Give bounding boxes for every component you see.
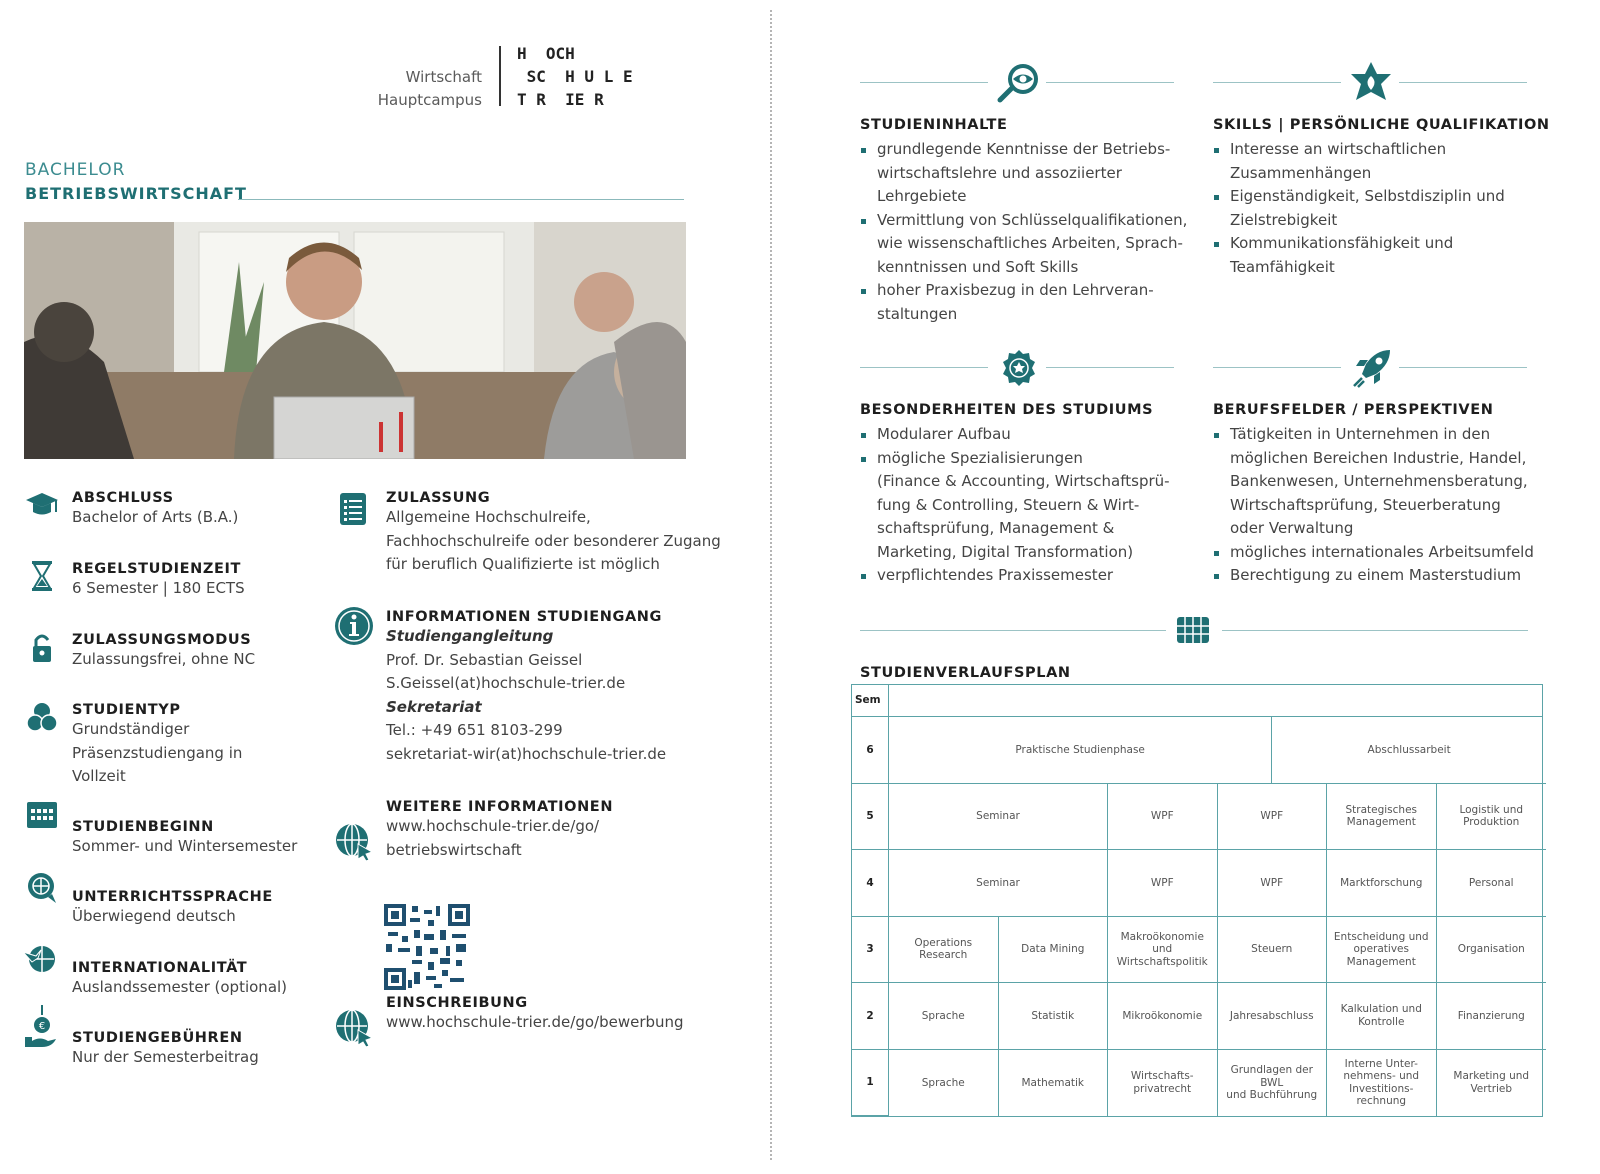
module-cell: Entscheidung und operatives Management — [1327, 917, 1437, 984]
globe-cursor-icon — [334, 822, 374, 862]
faculty-label — [340, 66, 482, 112]
degree-level: BACHELOR — [25, 160, 126, 180]
fact-text: Grundständiger — [72, 720, 190, 738]
module-cell: Praktische Studienphase — [889, 717, 1272, 784]
module-cell: Steuern — [1218, 917, 1328, 984]
qr-code[interactable] — [384, 904, 470, 990]
award-badge-icon — [999, 348, 1039, 392]
section-rule — [1222, 630, 1528, 631]
skills-title: SKILLS | PERSÖNLICHE QUALIFIKATION — [1213, 117, 1550, 133]
module-cell: Kalkulation und Kontrolle — [1327, 983, 1437, 1050]
list-item: Tätigkeiten in Unternehmen in den möglichen Bereichen Industrie, Handel, Bankenwesen, Unternehmensberatung, Wirtschaftsprüfung, Steuerberatung oder Verwaltung — [1213, 423, 1558, 541]
lead-name: Prof. Dr. Sebastian Geissel — [386, 650, 583, 669]
fact-title: REGELSTUDIENZEIT — [72, 561, 242, 577]
logo-separator — [499, 46, 501, 106]
padlock-icon — [24, 630, 60, 666]
fact-text: 6 Semester | 180 ECTS — [72, 579, 245, 597]
semester-cell: 5 — [852, 784, 889, 851]
module-cell: Sprache — [889, 1050, 999, 1117]
fact-text: Vollzeit — [72, 767, 126, 785]
info-icon — [334, 606, 374, 646]
besonderheiten-list — [860, 423, 1200, 588]
einschreibung-title: EINSCHREIBUNG — [386, 995, 528, 1011]
weitere-title: WEITERE INFORMATIONEN — [386, 799, 614, 815]
module-cell: Wirtschafts- privatrecht — [1108, 1050, 1218, 1117]
studieninhalte-title: STUDIENINHALTE — [860, 117, 1008, 133]
list-item: Interesse an wirtschaftlichen Zusammenhängen — [1213, 138, 1553, 185]
rocket-icon — [1350, 346, 1394, 394]
fact-title: STUDIENTYP — [72, 702, 181, 718]
fact-text: Nur der Semesterbeitrag — [72, 1048, 259, 1066]
fact-title: STUDIENBEGINN — [72, 819, 214, 835]
module-cell: WPF — [1108, 850, 1218, 917]
list-item: Modularer Aufbau — [860, 423, 1200, 447]
graduation-cap-icon — [24, 488, 60, 524]
berufsfelder-list — [1213, 423, 1558, 588]
fact-text: Präsenzstudiengang in — [72, 743, 243, 762]
table-header-blank — [889, 685, 1542, 717]
section-rule — [860, 82, 988, 83]
semester-cell: 1 — [852, 1050, 889, 1117]
besonderheiten-title: BESONDERHEITEN DES STUDIUMS — [860, 402, 1154, 418]
magnifier-eye-icon — [996, 60, 1042, 110]
berufsfelder-title: BERUFSFELDER / PERSPEKTIVEN — [1213, 402, 1494, 418]
module-cell: Marketing und Vertrieb — [1453, 1070, 1530, 1095]
fact-text: Auslandssemester (optional) — [72, 978, 288, 996]
study-plan-table — [851, 684, 1543, 1117]
fact-text: Sommer- und Wintersemester — [72, 837, 298, 855]
star-shield-icon — [1348, 60, 1394, 110]
list-item: mögliches internationales Arbeitsumfeld — [1213, 541, 1558, 565]
campus-name: Hauptcampus — [377, 91, 482, 109]
hourglass-icon — [24, 558, 60, 594]
section-rule — [860, 367, 988, 368]
module-cell: WPF — [1108, 784, 1218, 851]
module-cell: Mikroökonomie — [1108, 983, 1218, 1050]
list-item: grundlegende Kenntnisse der Betriebs- wirtschaftslehre und assoziierter Lehrgebiete — [860, 138, 1200, 209]
globe-cursor-icon — [334, 1008, 374, 1048]
semester-cell: 6 — [852, 717, 889, 784]
list-item: Kommunikationsfähigkeit und Teamfähigkeit — [1213, 232, 1553, 279]
title-rule — [238, 199, 684, 200]
section-rule — [1213, 82, 1341, 83]
module-cell: Operations Research — [889, 917, 999, 984]
einschreibung-link[interactable]: www.hochschule-trier.de/go/bewerbung — [386, 1013, 684, 1031]
lead-email[interactable]: S.Geissel(at)hochschule-trier.de — [386, 674, 626, 692]
module-cell: Seminar — [889, 784, 1108, 851]
list-item: mögliche Spezialisierungen (Finance & Accounting, Wirtschaftsprü- fung & Controlling, Steuern & Wirt- schaftsprüfung, Management & Marketing, Digital Transformation) — [860, 447, 1200, 565]
plan-title: STUDIENVERLAUFSPLAN — [860, 665, 1071, 681]
list-item: hoher Praxisbezug in den Lehrveran- staltungen — [860, 279, 1200, 326]
info-title: INFORMATIONEN STUDIENGANG — [386, 609, 663, 625]
section-rule — [860, 630, 1166, 631]
fold-divider — [770, 10, 772, 1160]
coin-hand-icon — [22, 1003, 58, 1051]
module-cell: Sprache — [889, 983, 999, 1050]
office-email[interactable]: sekretariat-wir(at)hochschule-trier.de — [386, 744, 667, 763]
logo-line-2: SC H U L E — [517, 67, 633, 86]
section-rule — [1046, 82, 1174, 83]
section-rule — [1046, 367, 1174, 368]
fact-title: INTERNATIONALITÄT — [72, 960, 248, 976]
logo-line-3: T R IE R — [517, 90, 604, 109]
office-phone[interactable]: Tel.: +49 651 8103-299 — [386, 721, 563, 739]
zulassung-title: ZULASSUNG — [386, 490, 491, 506]
program-title: BETRIEBSWIRTSCHAFT — [25, 184, 247, 203]
module-cell: Strategisches Management — [1327, 784, 1437, 851]
module-cell: Jahresabschluss — [1218, 983, 1328, 1050]
fact-text: für beruflich Qualifizierte ist möglich — [386, 555, 660, 573]
module-cell: WPF — [1218, 850, 1328, 917]
section-rule — [1399, 82, 1527, 83]
fact-text: Bachelor of Arts (B.A.) — [72, 508, 239, 526]
module-cell: Interne Unter- nehmens- und Investitions- rechnung — [1327, 1050, 1437, 1117]
semester-cell: 4 — [852, 850, 889, 917]
globe-speech-icon — [24, 870, 60, 906]
module-cell: Makroökonomie und Wirtschaftspolitik — [1108, 917, 1218, 984]
section-rule — [1213, 367, 1341, 368]
module-cell: Seminar — [889, 850, 1108, 917]
logo-line-1: H OCH — [517, 44, 575, 63]
list-item: verpflichtendes Praxissemester — [860, 564, 1200, 588]
skills-list — [1213, 138, 1553, 279]
fact-text: Zulassungsfrei, ohne NC — [72, 650, 256, 668]
section-rule — [1399, 367, 1527, 368]
module-cell: WPF — [1218, 784, 1328, 851]
checklist-icon — [336, 491, 372, 527]
globe-plane-icon — [22, 940, 58, 976]
svg-text:€: € — [38, 1021, 46, 1032]
module-cell: Mathematik — [999, 1050, 1109, 1117]
module-cell: Grundlagen der BWL und Buchführung — [1218, 1050, 1328, 1117]
fact-text: Überwiegend deutsch — [72, 907, 236, 925]
module-cell: Personal — [1437, 850, 1547, 917]
list-item: Eigenständigkeit, Selbstdisziplin und Zielstrebigkeit — [1213, 185, 1553, 232]
semester-cell: 3 — [852, 917, 889, 984]
fact-title: ABSCHLUSS — [72, 490, 174, 506]
list-item: Vermittlung von Schlüsselqualifikationen, wie wissenschaftliches Arbeiten, Sprach- kenntnissen und Soft Skills — [860, 209, 1200, 280]
office-label: Sekretariat — [386, 697, 482, 716]
module-cell: Statistik — [999, 983, 1109, 1050]
fact-title: UNTERRICHTSSPRACHE — [72, 889, 273, 905]
table-grid-icon — [1176, 616, 1210, 648]
module-cell: Organisation — [1437, 917, 1547, 984]
module-cell: Finanzierung — [1437, 983, 1547, 1050]
lead-label: Studiengangleitung — [386, 627, 554, 645]
module-cell: Logistik und Produktion — [1437, 784, 1547, 851]
students-photo — [24, 222, 686, 459]
fact-title: ZULASSUNGSMODUS — [72, 632, 252, 648]
calendar-icon — [24, 796, 60, 832]
faculty-name: Wirtschaft — [405, 68, 482, 86]
weitere-link[interactable]: www.hochschule-trier.de/go/ — [386, 817, 600, 835]
semester-cell: Sem — [852, 685, 889, 717]
fact-text: Allgemeine Hochschulreife, — [386, 508, 591, 526]
module-cell: Data Mining — [999, 917, 1109, 984]
module-cell: Abschlussarbeit — [1272, 717, 1546, 784]
list-item: Berechtigung zu einem Masterstudium — [1213, 564, 1558, 588]
semester-cell: 2 — [852, 983, 889, 1050]
module-cell: Marktforschung — [1327, 850, 1437, 917]
fact-title: STUDIENGEBÜHREN — [72, 1030, 243, 1046]
fact-text: Fachhochschulreife oder besonderer Zugang — [386, 531, 721, 550]
weitere-link[interactable]: betriebswirtschaft — [386, 840, 522, 859]
studieninhalte-list — [860, 138, 1200, 326]
circles-icon — [24, 700, 60, 736]
